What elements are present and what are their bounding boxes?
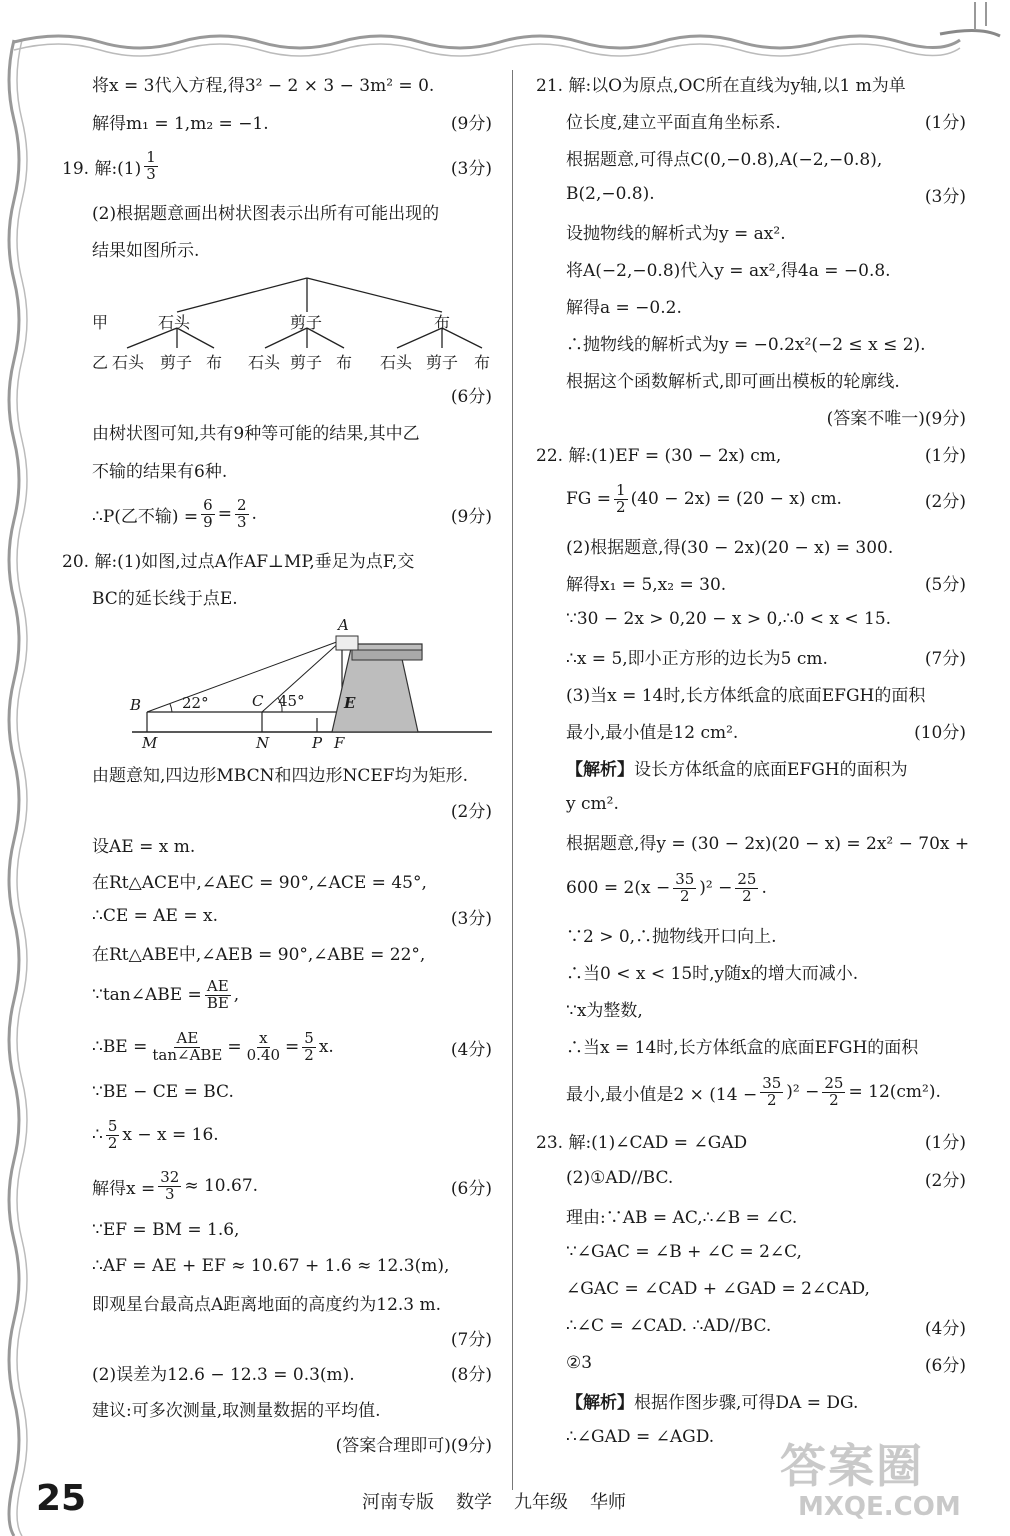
fraction: $\frac{6}{9}$ bbox=[203, 495, 213, 531]
fraction: $\frac{5}{2}$ bbox=[107, 1116, 118, 1152]
question-20 bbox=[62, 540, 492, 578]
score: (7分) bbox=[924, 648, 966, 669]
score: (4分) bbox=[450, 1039, 492, 1060]
point-label-B: B bbox=[130, 696, 142, 714]
text-line: 位长度,建立平面直角坐标系. bbox=[566, 112, 781, 133]
text-line: ∴∠GAD = ∠AGD. bbox=[566, 1427, 715, 1447]
text-line: 解得m₁ = 1,m₂ = −1. bbox=[92, 113, 269, 134]
fraction: $\frac{AE}{BE}$ bbox=[206, 976, 229, 1012]
text-line: 根据题意,得y = (30 − 2x)(20 − x) = 2x² − 70x + bbox=[566, 833, 970, 854]
score: (6分) bbox=[924, 1355, 966, 1376]
text-line: ∵2 > 0,∴抛物线开口向上. bbox=[566, 926, 777, 947]
score: (5分) bbox=[924, 574, 966, 595]
tree-node: 剪子 bbox=[290, 313, 323, 332]
text-line: ∵EF = BM = 1.6, bbox=[92, 1220, 240, 1240]
score: (答案不唯一)(9分) bbox=[826, 408, 966, 429]
text-line: ∵30 − 2x > 0,20 − x > 0,∴0 < x < 15. bbox=[566, 609, 892, 629]
text-line: (2)①AD//BC. bbox=[566, 1168, 674, 1188]
score: (10分) bbox=[914, 722, 966, 743]
text-line: (2)误差为12.6 − 12.3 = 0.3(m). bbox=[92, 1364, 355, 1385]
wavy-border-left bbox=[0, 0, 30, 1536]
score: (6分) bbox=[450, 1178, 492, 1199]
tree-leaf: 石头 bbox=[248, 353, 281, 372]
score: (2分) bbox=[924, 1170, 966, 1191]
score: (1分) bbox=[924, 445, 966, 466]
footer-item: 华师 bbox=[590, 1492, 626, 1513]
tree-second-label: 乙 bbox=[92, 353, 109, 372]
analysis-tag: 【解析】 bbox=[566, 1392, 634, 1413]
tree-diagram bbox=[92, 266, 492, 376]
footer-item: 数学 bbox=[456, 1492, 492, 1513]
score: (1分) bbox=[924, 1132, 966, 1153]
text-line: 解得x = bbox=[92, 1178, 156, 1199]
text-line: ∴CE = AE = x. bbox=[92, 906, 219, 926]
question-22 bbox=[536, 434, 966, 472]
tree-leaf: 剪子 bbox=[290, 353, 323, 372]
text-line: 设AE = x m. bbox=[92, 836, 196, 857]
text-line: 由题意知,四边形MBCN和四边形NCEF均为矩形. bbox=[92, 765, 468, 786]
text-line: (40 − 2x) = (20 − x) cm. bbox=[630, 489, 842, 509]
text-line: 根据作图步骤,可得DA = DG. bbox=[634, 1392, 859, 1413]
question-number: 21. 解:以O为原点,OC所在直线为y轴,以1 m为单 bbox=[536, 75, 906, 96]
point-label-F: F bbox=[334, 734, 345, 752]
text-line: y cm². bbox=[566, 794, 619, 814]
fraction: $\frac{1}{2}$ bbox=[616, 480, 626, 516]
fraction: $\frac{25}{2}$ bbox=[824, 1073, 844, 1109]
score: (2分) bbox=[450, 801, 492, 822]
point-label-A: A bbox=[338, 616, 349, 634]
text-line: ∵tan∠ABE = bbox=[92, 985, 202, 1005]
text-line: 在Rt△ACE中,∠AEC = 90°,∠ACE = 45°, bbox=[92, 872, 427, 893]
text-line: 将A(−2,−0.8)代入y = ax²,得4a = −0.8. bbox=[566, 260, 891, 281]
text-line: ∴P(乙不输) = bbox=[92, 506, 199, 527]
point-label-C: C bbox=[252, 692, 264, 710]
text-line: 设长方体纸盒的底面EFGH的面积为 bbox=[634, 759, 908, 780]
tree-leaf: 剪子 bbox=[160, 353, 193, 372]
score: (7分) bbox=[450, 1329, 492, 1350]
text-line: ∠GAC = ∠CAD + ∠GAD = 2∠CAD, bbox=[566, 1279, 870, 1299]
fraction: $\frac{AE}{\text{tan∠ABE}}$ bbox=[152, 1028, 223, 1064]
score: (3分) bbox=[924, 186, 966, 207]
tree-leaf: 石头 bbox=[112, 353, 145, 372]
fraction: $\frac{5}{2}$ bbox=[304, 1028, 314, 1064]
text-line: 由树状图可知,共有9种等可能的结果,其中乙 bbox=[92, 423, 420, 444]
right-column: 21. 解:以O为原点,OC所在直线为y轴,以1 m为单 位长度,建立平面直角坐标系. (1分) 根据题意,可得点C(0,−0.8),A(−2,−0.8), B(2,−0.8). (3分) 设抛物线的解析式为y = ax². 将A(−2,−0.8)代入y = ax²,得4a = −0.8. 解得a = −0.2. ∴抛物线的解析式为y = −0.2x²(−2 ≤ x ≤ 2). 根据这个函数解析式,即可画出模板的轮廓线. (答案不唯一)(9分) 22. 解:(1)EF = (30 − 2x) cm, (1分) FG = $\frac{1}{2}$ (40 − 2x) = (20 − x) cm. (2分) (2)根据题意,得(30 − 2x)(20 − x) = 300. 解得x₁ = 5,x₂ = 30. (5分) ∵30 − 2x > 0,20 − x > 0,∴0 < x < 15. ∴x = 5,即小正方形的边长为5 cm. (7分) (3)当x = 14时,长方体纸盒的底面EFGH的面积 最小,最小值是12 cm². (10分) 【解析】 设长方体纸盒的底面EFGH的面积为 y cm². 根据题意,得y = (30 − 2x)(20 − x) = 2x² − 70x + 600 = 2(x − $\frac{35}{2}$ )² − $\frac{25}{2}$ . ∵2 > 0,∴抛物线开口向上. ∴当0 < x < 15时,y随x的增大而减小. ∵x为整数, ∴当x = 14时,长方体纸盒的底面EFGH的面积 最小,最小值是2 × (14 − $\frac{35}{2}$ )² − $\frac{25}{2}$ = 12(cm²). 23. 解:(1)∠CAD = ∠GAD (1分) (2)①AD//BC. (2分) 理由:∵AB = AC,∴∠B = ∠C. ∵∠GAC = ∠B + ∠C = 2∠C, ∠GAC = ∠CAD + ∠GAD = 2∠CAD, ∴∠C = ∠CAD. ∴AD//BC. (4分) ②3 (6分) 【解析】 根据作图步骤,可得DA = DG. ∴∠GAD = ∠AGD. bbox=[536, 64, 966, 1456]
text-line: ∴抛物线的解析式为y = −0.2x²(−2 ≤ x ≤ 2). bbox=[566, 334, 926, 355]
text-line: 将x = 3代入方程,得3² − 2 × 3 − 3m² = 0. bbox=[92, 75, 435, 96]
fraction: $\frac{x}{0.40}$ bbox=[246, 1028, 281, 1064]
footer bbox=[362, 1488, 626, 1514]
text-line: 根据题意,可得点C(0,−0.8),A(−2,−0.8), bbox=[566, 149, 883, 170]
text-line: ②3 bbox=[566, 1353, 593, 1373]
text-line: ∵∠GAC = ∠B + ∠C = 2∠C, bbox=[566, 1242, 802, 1262]
text-line: B(2,−0.8). bbox=[566, 184, 655, 204]
watermark bbox=[780, 1430, 961, 1522]
score: (9分) bbox=[450, 113, 492, 134]
analysis-tag: 【解析】 bbox=[566, 759, 634, 780]
angle-label: 22° bbox=[182, 694, 209, 712]
point-label-P: P bbox=[312, 734, 323, 752]
fraction: $\frac{25}{2}$ bbox=[737, 869, 757, 905]
angle-label: 45° bbox=[278, 692, 305, 710]
text-line: ∴∠C = ∠CAD. ∴AD//BC. bbox=[566, 1316, 772, 1336]
question-number: 23. 解:(1)∠CAD = ∠GAD bbox=[536, 1132, 748, 1153]
fraction: $\frac{2}{3}$ bbox=[236, 495, 247, 531]
question-23 bbox=[536, 1120, 966, 1160]
text-line: 不输的结果有6种. bbox=[92, 461, 228, 482]
score: (答案合理即可)(9分) bbox=[335, 1435, 492, 1456]
score: (8分) bbox=[450, 1364, 492, 1385]
text-line: 建议:可多次测量,取测量数据的平均值. bbox=[92, 1400, 381, 1421]
text-line: ∴x = 5,即小正方形的边长为5 cm. bbox=[566, 648, 828, 669]
text-line: ∴BE = bbox=[92, 1037, 148, 1057]
point-label-N: N bbox=[256, 734, 270, 752]
text-line: 最小,最小值是12 cm². bbox=[566, 722, 739, 743]
question-number: 19. 解:(1) bbox=[62, 158, 142, 179]
point-label-E: E bbox=[344, 694, 356, 712]
score: (6分) bbox=[450, 386, 492, 407]
column-divider bbox=[512, 70, 513, 1490]
text-line: (3)当x = 14时,长方体纸盒的底面EFGH的面积 bbox=[566, 685, 926, 706]
text-line: 设抛物线的解析式为y = ax². bbox=[566, 223, 786, 244]
page-number: 25 bbox=[36, 1478, 87, 1519]
question-19 bbox=[62, 140, 492, 192]
text-line: 解得a = −0.2. bbox=[566, 297, 682, 318]
watermark-url: MXQE.COM bbox=[798, 1492, 961, 1522]
wavy-border-top bbox=[0, 0, 1010, 60]
score: (2分) bbox=[924, 491, 966, 512]
fraction: $\frac{1}{3}$ bbox=[146, 147, 156, 183]
question-number: 20. 解:(1)如图,过点A作AF⊥MP,垂足为点F,交 bbox=[62, 551, 415, 572]
tree-leaf: 布 bbox=[206, 353, 223, 372]
left-column: 将x = 3代入方程,得3² − 2 × 3 − 3m² = 0. 解得m₁ = 1,m₂ = −1. (9分) 19. 解:(1) $\frac{1}{3}$ (3分) (2)根据题意画出树状图表示出所有可能出现的 结果如图所示. 甲 石头 剪子 布 乙 石头 剪子 布 石头 剪子 布 石头 剪子 布 (6分) 由树状图可知,共有9种等可能的结果,其中乙 不输的结果有6种. ∴P(乙不输) = $\frac{6}{9}$ = $\frac{2}{3}$ . (9分) 20. 解:(1)如图,过点A作AF⊥MP,垂足为点F,交 BC的延长线于点E. A B 22° C 45° E M N P F 由题意知,四边形MBCN和四边形NCEF均为矩形. (2分) 设AE = x m. 在Rt△ACE中,∠AEC = 90°,∠ACE = 45°, ∴CE = AE = x. (3分) 在Rt△ABE中,∠AEB = 90°,∠ABE = 22°, ∵tan∠ABE = $\frac{AE}{BE}$ , ∴BE = $\frac{AE}{\text{tan∠ABE}}$ = $\frac{x}{0.40}$ = $\frac{5}{2}$ x. (4分) ∵BE − CE = BC. ∴ $\frac{5}{2}$ x − x = 16. 解得x = $\frac{32}{3}$ ≈ 10.67. (6分) ∵EF = BM = 1.6, ∴AF = AE + EF ≈ 10.67 + 1.6 ≈ 12.3(m), 即观星台最高点A距离地面的高度约为12.3 m. (7分) (2)误差为12.6 − 12.3 = 0.3(m). (8分) 建议:可多次测量,取测量数据的平均值. (答案合理即可)(9分) bbox=[62, 64, 492, 1460]
tree-leaf: 石头 bbox=[380, 353, 413, 372]
text-line: ∴AF = AE + EF ≈ 10.67 + 1.6 ≈ 12.3(m), bbox=[92, 1256, 450, 1276]
text-line: BC的延长线于点E. bbox=[92, 588, 238, 609]
text-line: ∵x为整数, bbox=[566, 1000, 643, 1021]
text-line: 即观星台最高点A距离地面的高度约为12.3 m. bbox=[92, 1294, 442, 1315]
text-line: 理由:∵AB = AC,∴∠B = ∠C. bbox=[566, 1207, 798, 1228]
figure-lines bbox=[62, 614, 492, 754]
fraction: $\frac{35}{2}$ bbox=[675, 869, 695, 905]
fraction: $\frac{35}{2}$ bbox=[762, 1073, 782, 1109]
tree-leaf: 布 bbox=[336, 353, 353, 372]
tree-node: 石头 bbox=[158, 313, 191, 332]
score: (3分) bbox=[450, 158, 492, 179]
score: (9分) bbox=[450, 506, 492, 527]
text-line: 结果如图所示. bbox=[92, 240, 200, 261]
question-number: 22. 解:(1)EF = (30 − 2x) cm, bbox=[536, 445, 782, 466]
text-line: ∴当x = 14时,长方体纸盒的底面EFGH的面积 bbox=[566, 1037, 919, 1058]
text-line: 根据这个函数解析式,即可画出模板的轮廓线. bbox=[566, 371, 900, 392]
text-line: ∴当0 < x < 15时,y随x的增大而减小. bbox=[566, 963, 859, 984]
tree-root-label: 甲 bbox=[92, 313, 109, 332]
text-line: 在Rt△ABE中,∠AEB = 90°,∠ABE = 22°, bbox=[92, 944, 426, 965]
observatory-figure bbox=[62, 614, 492, 754]
tree-leaf: 布 bbox=[474, 353, 491, 372]
text-line: x − x = 16. bbox=[122, 1125, 219, 1145]
tree-node: 布 bbox=[434, 313, 451, 332]
text-line: (2)根据题意画出树状图表示出所有可能出现的 bbox=[92, 203, 440, 224]
fraction: $\frac{32}{3}$ bbox=[160, 1167, 180, 1203]
text-line: (2)根据题意,得(30 − 2x)(20 − x) = 300. bbox=[566, 537, 894, 558]
text-line: 解得x₁ = 5,x₂ = 30. bbox=[566, 574, 727, 595]
point-label-M: M bbox=[142, 734, 158, 752]
score: (3分) bbox=[450, 908, 492, 929]
score: (1分) bbox=[924, 112, 966, 133]
footer-item: 九年级 bbox=[514, 1492, 568, 1513]
watermark-text: 答案圈 bbox=[780, 1439, 924, 1493]
tree-leaf: 剪子 bbox=[426, 353, 459, 372]
score: (4分) bbox=[924, 1318, 966, 1339]
text-line: ∵BE − CE = BC. bbox=[92, 1082, 234, 1102]
question-21 bbox=[536, 64, 966, 102]
footer-item: 河南专版 bbox=[362, 1492, 434, 1513]
